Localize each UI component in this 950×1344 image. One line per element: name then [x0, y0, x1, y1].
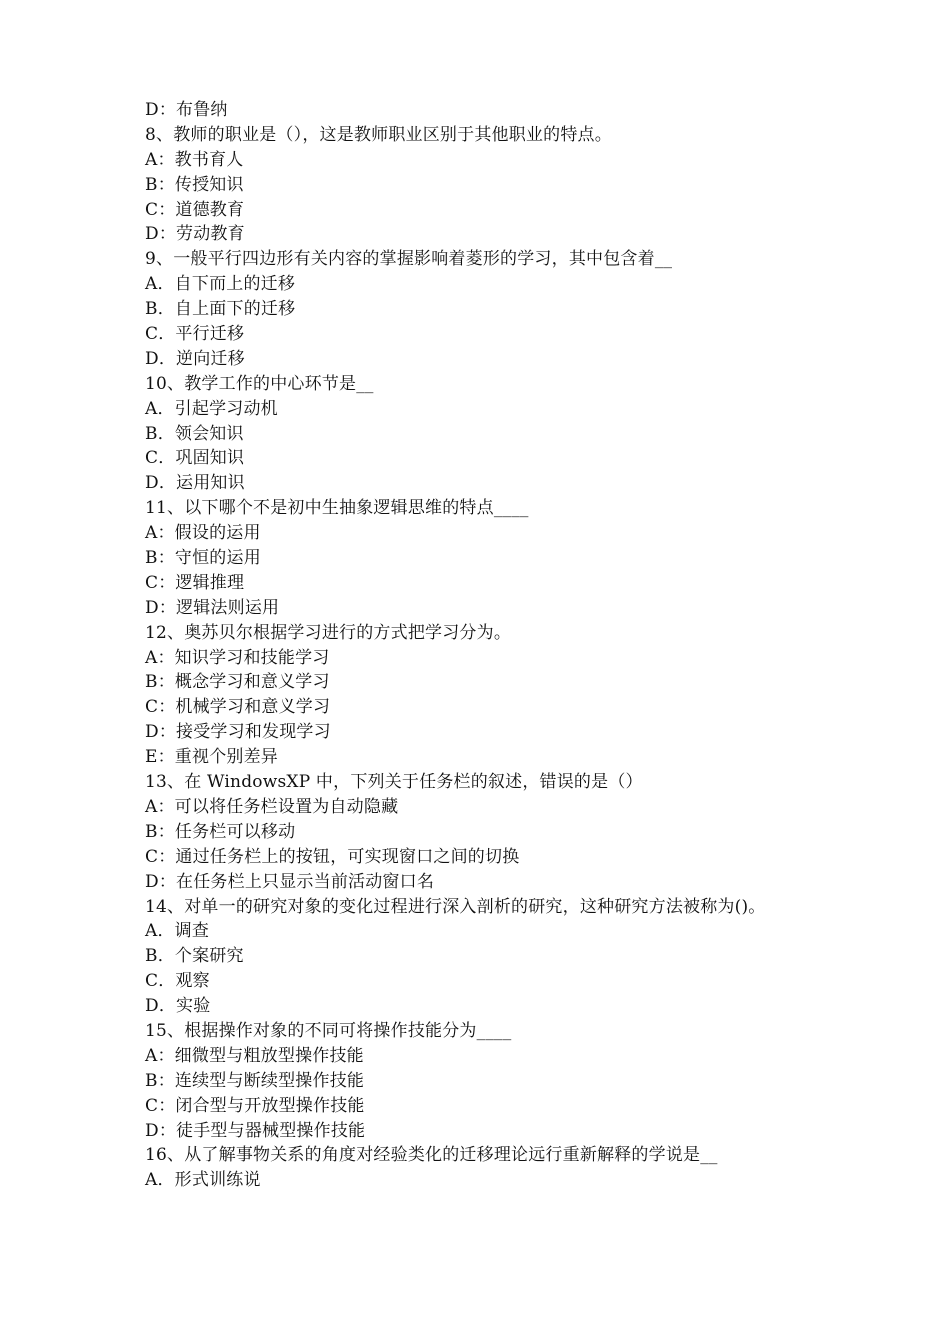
option-line: C．观察 [145, 971, 210, 992]
option-line: C：机械学习和意义学习 [145, 697, 331, 718]
question-line: 9、一般平行四边形有关内容的掌握影响着菱形的学习，其中包含着__ [145, 249, 673, 270]
option-line: E：重视个别差异 [145, 747, 279, 768]
option-line: B：概念学习和意义学习 [145, 672, 330, 693]
question-line: 8、教师的职业是（），这是教师职业区别于其他职业的特点。 [145, 124, 612, 145]
option-line: A：教书育人 [145, 149, 244, 170]
option-line: C：闭合型与开放型操作技能 [145, 1095, 365, 1116]
option-line: D．逆向迁移 [145, 348, 245, 369]
option-line: C．巩固知识 [145, 448, 245, 469]
question-line: 10、教学工作的中心环节是__ [145, 373, 374, 394]
question-line: 13、在 WindowsXP 中，下列关于任务栏的叙述，错误的是（） [145, 772, 643, 793]
option-line: D：在任务栏上只显示当前活动窗口名 [145, 871, 435, 892]
option-line: D：徒手型与器械型操作技能 [145, 1120, 366, 1141]
question-line: 14、对单一的研究对象的变化过程进行深入剖析的研究，这种研究方法被称为()。 [145, 896, 766, 917]
option-line: D：布鲁纳 [145, 100, 228, 120]
option-line: A．引起学习动机 [145, 398, 278, 419]
option-line: A：细微型与粗放型操作技能 [145, 1045, 364, 1066]
question-line: 16、从了解事物关系的角度对经验类化的迁移理论远行重新解释的学说是__ [145, 1145, 718, 1166]
option-line: C：通过任务栏上的按钮，可实现窗口之间的切换 [145, 846, 520, 867]
option-line: B．个案研究 [145, 946, 244, 967]
option-line: A．调查 [145, 921, 210, 942]
option-line: B：连续型与断续型操作技能 [145, 1070, 365, 1091]
option-line: B．自上面下的迁移 [145, 299, 296, 320]
option-line: C：逻辑推理 [145, 572, 245, 593]
option-line: A．形式训练说 [145, 1170, 261, 1191]
question-line: 11、以下哪个不是初中生抽象逻辑思维的特点____ [145, 498, 529, 519]
option-line: A：可以将任务栏设置为自动隐藏 [145, 796, 399, 817]
question-line: 12、奥苏贝尔根据学习进行的方式把学习分为。 [145, 622, 512, 643]
option-line: B：任务栏可以移动 [145, 821, 296, 842]
option-line: A：知识学习和技能学习 [145, 647, 330, 668]
option-line: A．自下而上的迁移 [145, 274, 296, 295]
document-body [145, 98, 825, 1193]
question-line: 15、根据操作对象的不同可将操作技能分为____ [145, 1020, 512, 1041]
option-line: B：守恒的运用 [145, 548, 261, 569]
option-line: D：逻辑法则运用 [145, 597, 280, 618]
option-line: D．实验 [145, 996, 211, 1017]
option-line: B：传授知识 [145, 174, 244, 195]
option-line: D：接受学习和发现学习 [145, 722, 331, 743]
option-line: A：假设的运用 [145, 523, 261, 544]
option-line: C：道德教育 [145, 199, 245, 220]
option-line: D．运用知识 [145, 473, 245, 494]
option-line: D：劳动教育 [145, 224, 245, 245]
option-line: B．领会知识 [145, 423, 244, 444]
option-line: C．平行迁移 [145, 324, 245, 345]
